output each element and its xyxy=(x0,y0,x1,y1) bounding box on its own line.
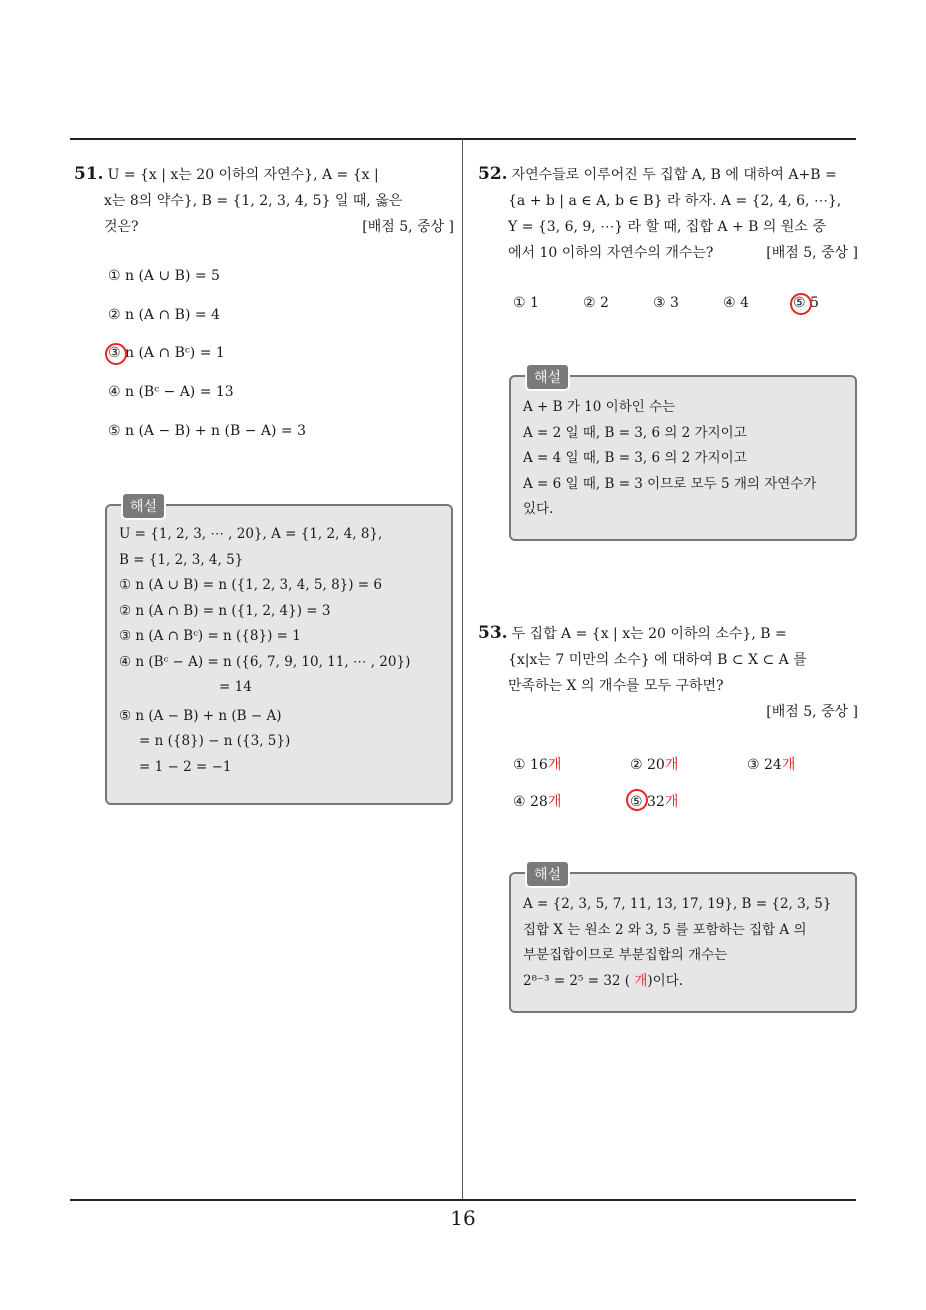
question-number: 53. xyxy=(478,623,508,643)
question-53 xyxy=(478,620,858,725)
q51-option-2[interactable]: ② n (A ∩ B) = 4 xyxy=(108,307,220,323)
top-rule xyxy=(70,138,856,140)
question-53-text: 53. 두 집합 A = {x | x는 20 이하의 소수}, B = {x|x는 7 미만의 소수} 에 대하여 B ⊂ X ⊂ A 를 만족하는 X 의 개수를 모두 구하면? [배점 5, 중상 ] xyxy=(478,620,858,725)
question-number: 51. xyxy=(74,164,104,184)
q53-option-2[interactable]: ② 20개 xyxy=(630,757,679,773)
question-52-text: 52. 자연수들로 이루어진 두 집합 A, B 에 대하여 A+B = {a + b | a ∈ A, b ∈ B} 라 하자. A = {2, 4, 6, ⋯}, Y = {3, 6, 9, ⋯} 라 할 때, 집합 A + B 의 원소 중 에서 10 이하의 자연수의 개수는? [배점 5, 중상 ] xyxy=(478,161,858,266)
q51-option-3[interactable]: ③ n (A ∩ Bᶜ) = 1 xyxy=(108,345,225,361)
question-number: 52. xyxy=(478,164,508,184)
q53-option-5[interactable]: ⑤ 32개 xyxy=(630,794,679,810)
explanation-tag: 해설 xyxy=(121,492,166,520)
question-51 xyxy=(74,161,454,240)
answer-mark-circle xyxy=(790,293,812,315)
q53-option-4[interactable]: ④ 28개 xyxy=(513,794,562,810)
q51-option-5[interactable]: ⑤ n (A − B) + n (B − A) = 3 xyxy=(108,423,307,439)
q52-option-1[interactable]: ① 1 xyxy=(513,295,539,311)
column-divider xyxy=(462,139,463,1201)
q52-option-2[interactable]: ② 2 xyxy=(583,295,609,311)
q51-option-4[interactable]: ④ n (Bᶜ − A) = 13 xyxy=(108,384,234,400)
explanation-tag: 해설 xyxy=(525,363,570,391)
q51-explanation-box: 해설 U = {1, 2, 3, ⋯ , 20}, A = {1, 2, 4, 8}, B = {1, 2, 3, 4, 5} ① n (A ∪ B) = n ({1, 2, 3, 4, 5, 8}) = 6 ② n (A ∩ B) = n ({1, 2, 4}) = 3 ③ n (A ∩ Bᶜ) = n ({8}) = 1 ④ n (Bᶜ − A) = n ({6, 7, 9, 10, 11, ⋯ , 20}) = 14 ⑤ n (A − B) + n (B − A) = n ({8}) − n ({3, 5}) = 1 − 2 = −1 xyxy=(105,504,453,805)
bottom-rule xyxy=(70,1199,856,1201)
q51-option-1[interactable]: ① n (A ∪ B) = 5 xyxy=(108,268,220,284)
question-51-text: 51. U = {x | x는 20 이하의 자연수}, A = {x | x는 8의 약수}, B = {1, 2, 3, 4, 5} 일 때, 옳은 것은? [배점 5, 중상 ] xyxy=(74,161,454,240)
q53-option-1[interactable]: ① 16개 xyxy=(513,757,562,773)
question-52 xyxy=(478,161,858,266)
score-label: [배점 5, 중상 ] xyxy=(362,219,454,235)
explanation-tag: 해설 xyxy=(525,860,570,888)
q52-explanation-box: 해설 A + B 가 10 이하인 수는 A = 2 일 때, B = 3, 6 의 2 가지이고 A = 4 일 때, B = 3, 6 의 2 가지이고 A = 6 일 때, B = 3 이므로 모두 5 개의 자연수가 있다. xyxy=(509,375,857,541)
q53-explanation-box: 해설 A = {2, 3, 5, 7, 11, 13, 17, 19}, B = {2, 3, 5} 집합 X 는 원소 2 와 3, 5 를 포함하는 집합 A 의 부분집합이므로 부분집합의 개수는 2⁸⁻³ = 2⁵ = 32 ( 개)이다. xyxy=(509,872,857,1013)
answer-mark-circle xyxy=(105,343,127,365)
explanation-last-line: 2⁸⁻³ = 2⁵ = 32 ( 개)이다. xyxy=(523,972,684,989)
q52-option-3[interactable]: ③ 3 xyxy=(653,295,679,311)
q52-option-5[interactable]: ⑤ 5 xyxy=(793,295,819,311)
q53-option-3[interactable]: ③ 24개 xyxy=(747,757,796,773)
score-label: [배점 5, 중상 ] xyxy=(766,704,858,720)
page-number: 16 xyxy=(450,1206,476,1230)
answer-mark-circle xyxy=(626,789,648,811)
score-label: [배점 5, 중상 ] xyxy=(766,245,858,261)
q52-option-4[interactable]: ④ 4 xyxy=(723,295,749,311)
